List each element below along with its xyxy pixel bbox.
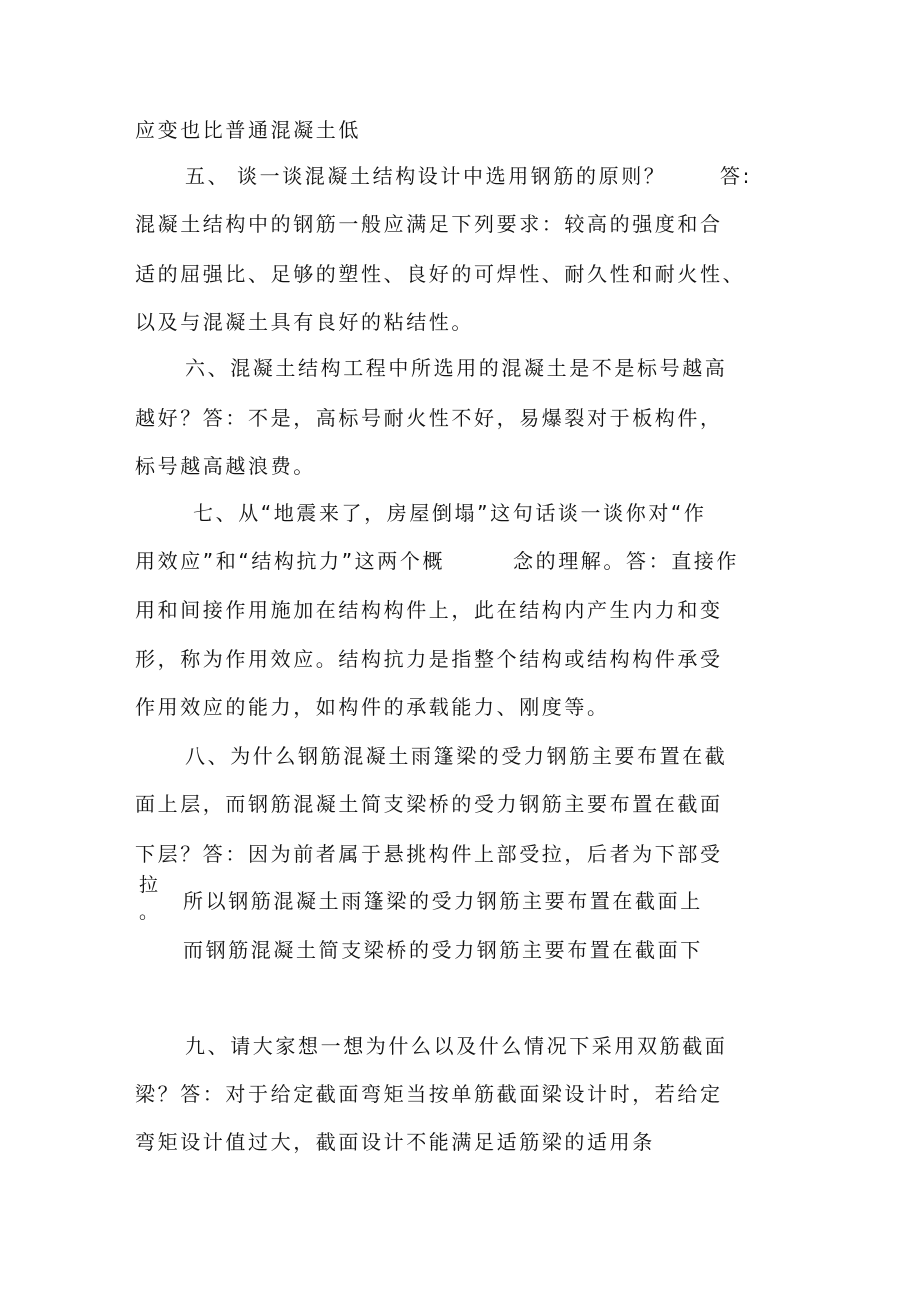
text-line: 标号越高越浪费。 [135, 454, 316, 478]
text-line: 所以钢筋混凝土雨篷梁的受力钢筋主要布置在截面上 [183, 889, 703, 913]
text-line: 形，称为作用效应。结构抗力是指整个结构或结构构件承受 [135, 647, 723, 671]
text-line: 以及与混凝土具有良好的粘结性。 [135, 310, 474, 334]
text-line: 而钢筋混凝土简支梁桥的受力钢筋主要布置在截面下 [183, 938, 703, 962]
question-heading: 七、从“地震来了，房屋倒塌”这句话谈一谈你对“作 [193, 501, 707, 525]
text-line: 适的屈强比、足够的塑性、良好的可焊性、耐久性和耐火性、 [135, 262, 746, 286]
question-heading: 八、为什么钢筋混凝土雨篷梁的受力钢筋主要布置在截 [185, 744, 728, 768]
text-line: 面上层，而钢筋混凝土简支梁桥的受力钢筋主要布置在截面 [135, 792, 723, 816]
text-line: 念的理解。答：直接作 [513, 549, 739, 573]
question-heading: 九、请大家想一想为什么以及什么情况下采用双筋截面 [185, 1034, 728, 1058]
text-line: 混凝土结构中的钢筋一般应满足下列要求：较高的强度和合 [135, 212, 723, 236]
text-fragment: 拉 [139, 874, 161, 896]
text-fragment: 。 [139, 901, 161, 923]
text-line: 应变也比普通混凝土低 [135, 118, 361, 142]
question-heading: 谈一谈混凝土结构设计中选用钢筋的原则？ [237, 164, 667, 188]
text-line: 用和间接作用施加在结构构件上，此在结构内产生内力和变 [135, 598, 723, 622]
answer-label: 答: [720, 164, 752, 188]
text-line: 用效应”和“结构抗力”这两个概 [135, 549, 446, 573]
text-line: 越好？答：不是，高标号耐火性不好，易爆裂对于板构件， [135, 406, 723, 430]
text-line: 下层？答：因为前者属于悬挑构件上部受拉，后者为下部受 [135, 842, 723, 866]
text-line: 梁？答：对于给定截面弯矩当按单筋截面梁设计时，若给定 [135, 1082, 723, 1106]
text-line: 弯矩设计值过大，截面设计不能满足适筋梁的适用条 [135, 1130, 655, 1154]
question-heading: 六、混凝土结构工程中所选用的混凝土是不是标号越高 [185, 356, 728, 380]
text-line: 作用效应的能力，如构件的承载能力、刚度等。 [135, 695, 610, 719]
section-number: 五、 [185, 164, 231, 188]
